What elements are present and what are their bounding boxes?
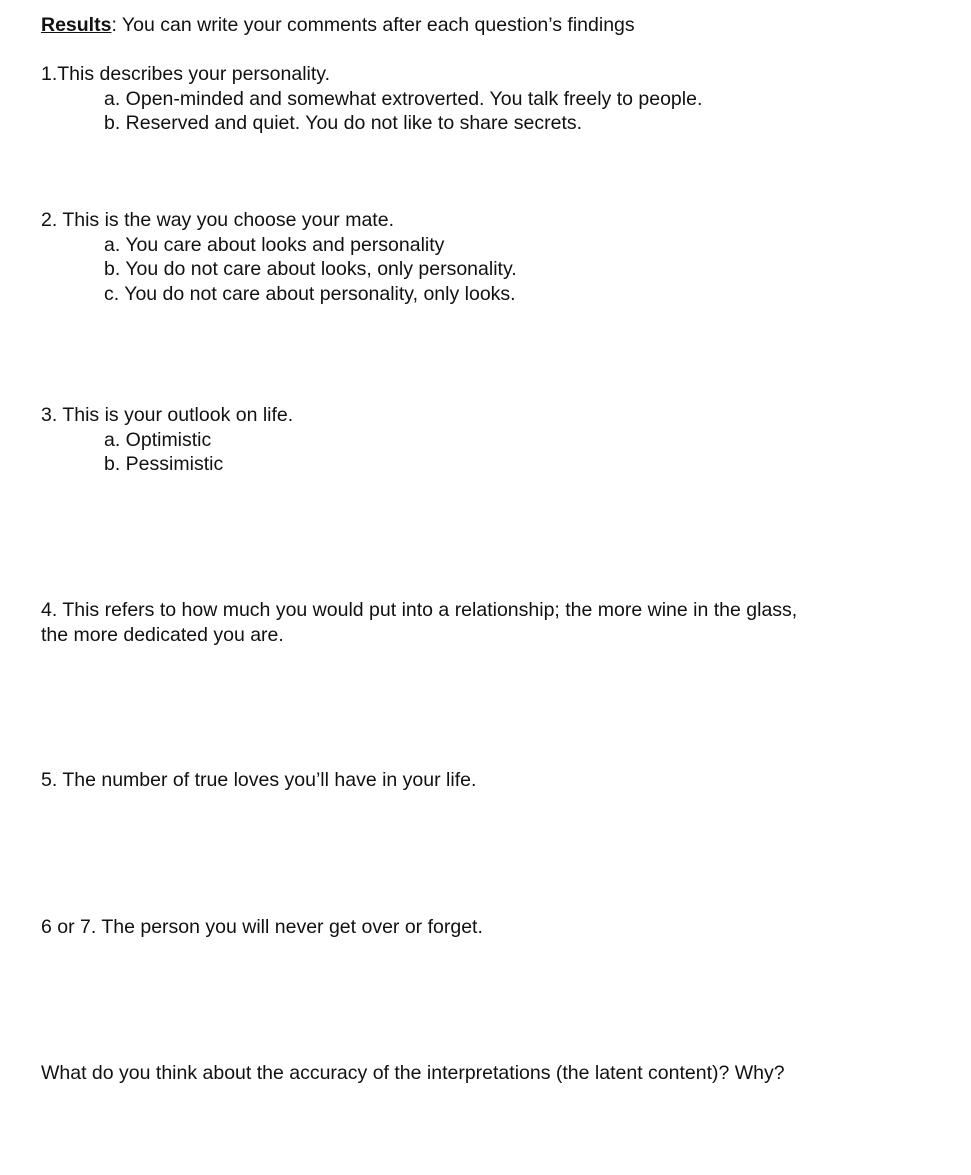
results-label: Results	[41, 14, 112, 36]
question-6-7-text: 6 or 7. The person you will never get over or forget.	[41, 916, 483, 938]
results-heading	[41, 13, 931, 38]
question-2-option-a: a. You care about looks and personality	[104, 233, 445, 256]
question-2	[41, 208, 931, 306]
question-4	[41, 598, 931, 647]
question-3	[41, 403, 931, 477]
question-3-text: 3. This is your outlook on life.	[41, 404, 294, 426]
question-5	[41, 768, 931, 793]
closing-question-text: What do you think about the accuracy of the interpretations (the latent content)? Why?	[41, 1062, 785, 1084]
results-instructions: : You can write your comments after each question’s findings	[111, 14, 635, 36]
question-2-option-b: b. You do not care about looks, only personality.	[104, 258, 517, 280]
question-6-7	[41, 915, 931, 940]
closing-question	[41, 1061, 931, 1086]
question-1	[41, 62, 931, 136]
question-1-option-b: b. Reserved and quiet. You do not like to share secrets.	[104, 112, 583, 134]
question-3-option-b: b. Pessimistic	[104, 453, 224, 475]
question-4-text-line2: the more dedicated you are.	[41, 623, 284, 646]
question-3-option-a: a. Optimistic	[104, 428, 212, 451]
question-1-option-a: a. Open-minded and somewhat extroverted. You talk freely to people.	[104, 87, 703, 110]
question-2-text: 2. This is the way you choose your mate.	[41, 209, 394, 231]
question-1-text: 1.This describes your personality.	[41, 63, 331, 85]
question-2-option-c: c. You do not care about personality, only looks.	[104, 282, 516, 305]
question-5-text: 5. The number of true loves you’ll have in your life.	[41, 769, 477, 791]
question-4-text-line1: 4. This refers to how much you would put into a relationship; the more wine in the glass,	[41, 599, 798, 621]
